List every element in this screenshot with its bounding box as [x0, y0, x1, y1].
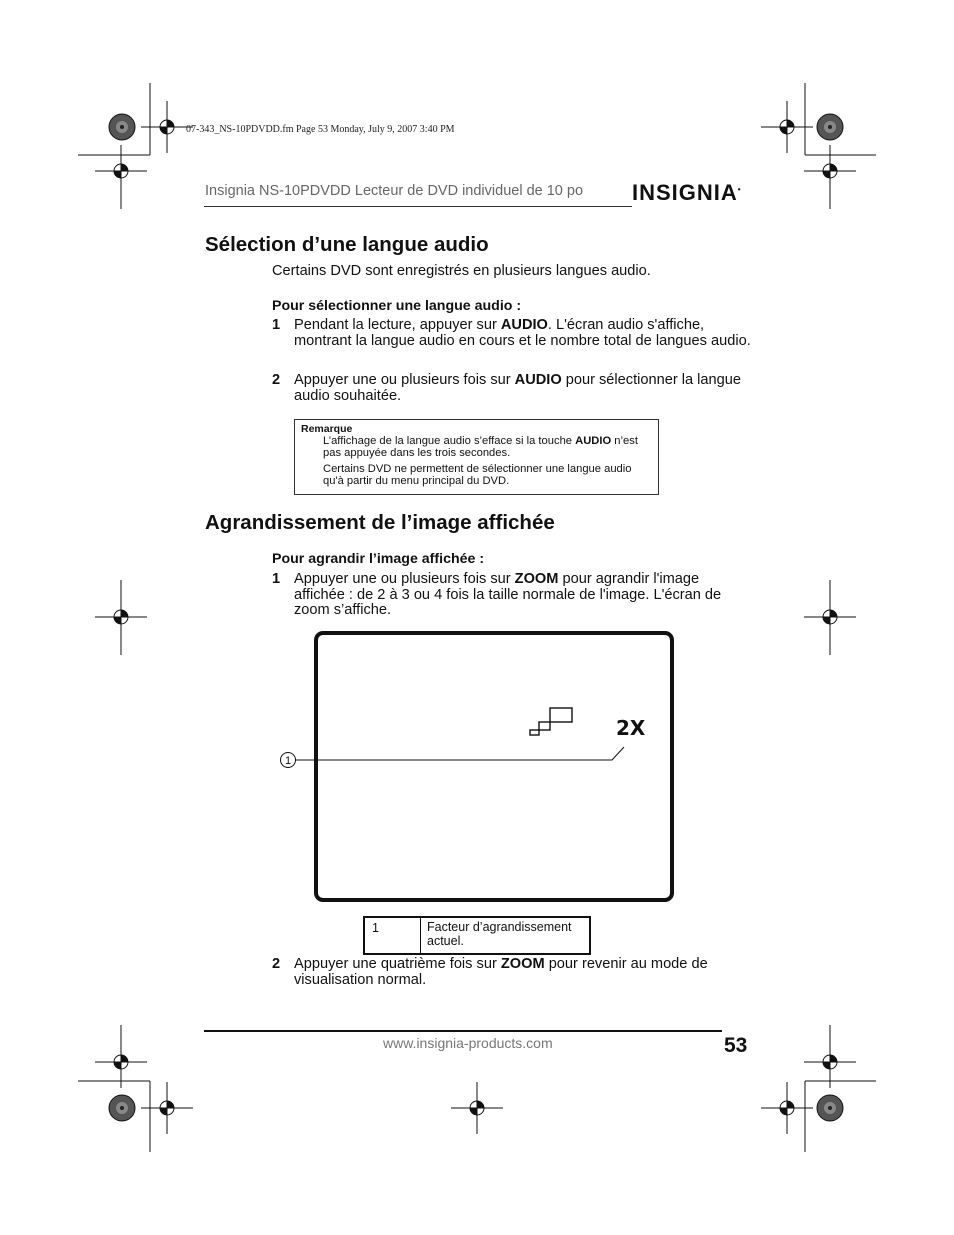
note-title: Remarque — [301, 423, 353, 435]
note-box — [294, 419, 659, 495]
intro-paragraph: Certains DVD sont enregistrés en plusieurs langues audio. — [272, 263, 651, 279]
zoom-factor-label: 2X — [616, 716, 646, 740]
zoom-screen-illustration — [314, 631, 674, 902]
zoom-magnify-icon — [528, 706, 574, 738]
file-info-header: 07-343_NS-10PDVDD.fm Page 53 Monday, July 9, 2007 3:40 PM — [186, 124, 455, 135]
insignia-logo: INSIGNIA• — [632, 180, 742, 205]
star-target-icon — [109, 114, 135, 140]
note-paragraph: Certains DVD ne permettent de sélectionner une langue audio qu'à partir du menu principal du DVD. — [323, 463, 632, 488]
crosshair-icon — [451, 1082, 503, 1134]
star-target-icon — [817, 114, 843, 140]
page-number: 53 — [724, 1034, 748, 1057]
legend-number: 1 — [365, 918, 421, 953]
step-zoom-1: 1 Appuyer une ou plusieurs fois sur ZOOM pour agrandir l'image affichée : de 2 à 3 ou 4 fois la taille normale de l'image. L'écran de zoom s’affiche. — [272, 571, 722, 619]
procedure-heading-audio: Pour sélectionner une langue audio : — [272, 298, 522, 314]
crosshair-icon — [141, 1082, 193, 1134]
legend-description: Facteur d’agrandissement actuel. — [427, 920, 572, 948]
callout-legend-table — [363, 916, 591, 955]
section-title-zoom: Agrandissement de l’image affichée — [205, 511, 555, 534]
step-audio-1: 1 Pendant la lecture, appuyer sur AUDIO. L'écran audio s'affiche, montrant la langue audio en cours et le nombre total de langues audio. — [272, 317, 751, 349]
header-rule — [204, 206, 632, 207]
procedure-heading-zoom: Pour agrandir l’image affichée : — [272, 551, 485, 567]
callout-leader-line — [296, 746, 626, 766]
footer-rule — [204, 1030, 722, 1032]
star-target-icon — [109, 1095, 135, 1121]
running-header: Insignia NS-10PDVDD Lecteur de DVD individuel de 10 po — [205, 183, 584, 199]
section-title-audio: Sélection d’une langue audio — [205, 233, 489, 256]
note-paragraph: L’affichage de la langue audio s’efface si la touche AUDIO n’est pas appuyée dans les trois secondes. — [323, 435, 638, 460]
step-audio-2: 2 Appuyer une ou plusieurs fois sur AUDIO pour sélectionner la langue audio souhaitée. — [272, 372, 741, 404]
footer-url: www.insignia-products.com — [383, 1035, 553, 1051]
step-zoom-2: 2 Appuyer une quatrième fois sur ZOOM pour revenir au mode de visualisation normal. — [272, 956, 708, 988]
callout-number: 1 — [280, 752, 296, 768]
star-target-icon — [817, 1095, 843, 1121]
